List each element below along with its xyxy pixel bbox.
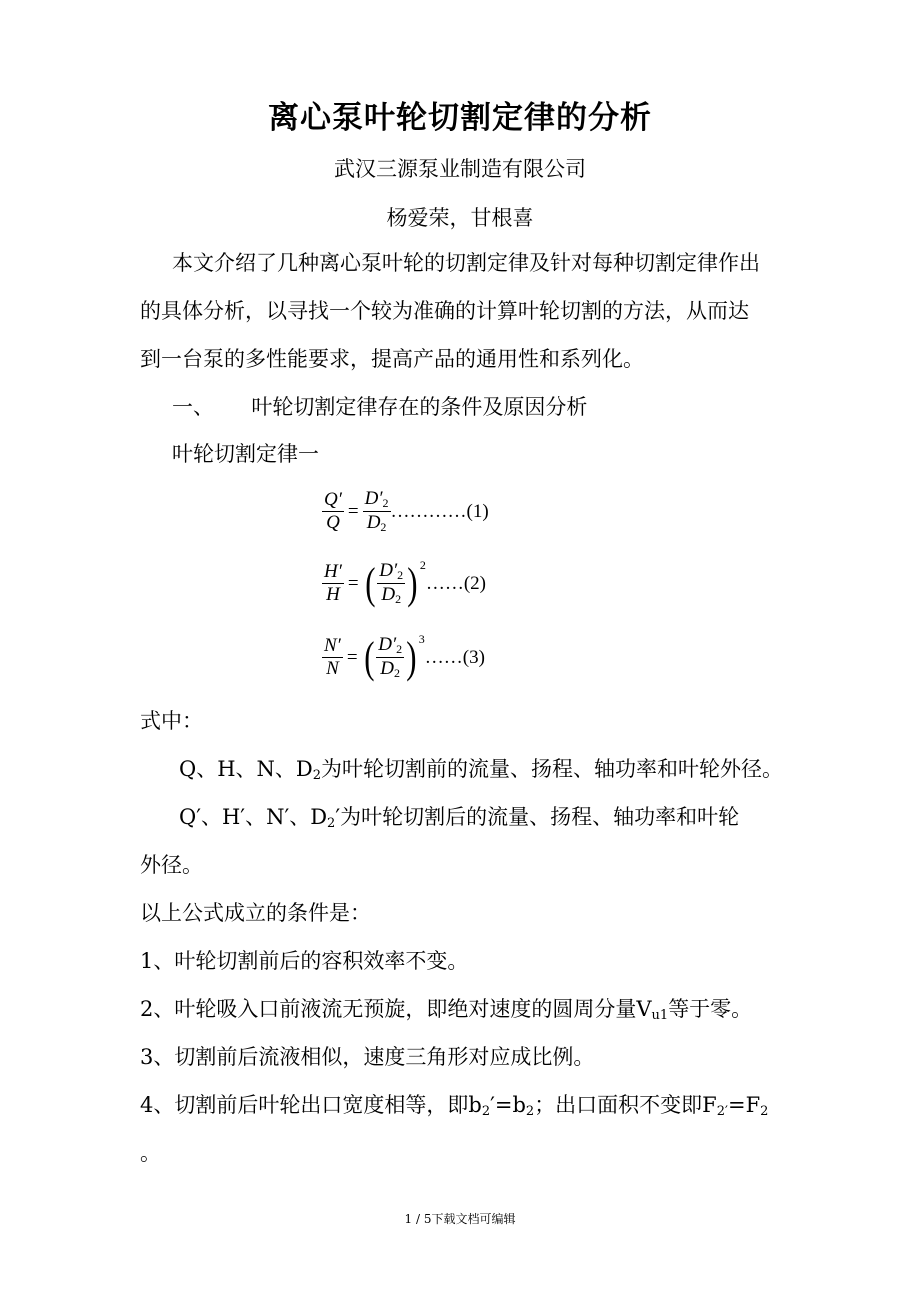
eq2-leader-dots: …… bbox=[425, 572, 464, 594]
definition-after-cut-line-2: 外径。 bbox=[140, 853, 203, 877]
eq1-right-fraction: $\frac{D'2}{D2}$ bbox=[364, 488, 389, 534]
equation-2: $\frac{H'}{H}$ = ( $\frac{D'2}{D2}$ ) 2 …… (2) bbox=[324, 558, 486, 608]
eq1-leader-dots: ………… bbox=[390, 500, 467, 522]
eq2-right-fraction: $\frac{D'2}{D2}$ bbox=[379, 560, 404, 606]
company-name: 武汉三源泵业制造有限公司 bbox=[334, 157, 586, 181]
section-title: 叶轮切割定律存在的条件及原因分析 bbox=[251, 395, 588, 419]
eq3-exponent: 3 bbox=[418, 632, 425, 646]
page-footer: 1 / 5下载文档可编辑 bbox=[404, 1212, 516, 1226]
condition-2: 2、叶轮吸入口前液流无预旋，即绝对速度的圆周分量$V_{u1}$等于零。 bbox=[140, 997, 753, 1023]
eq2-exponent: 2 bbox=[419, 558, 426, 572]
eq3-label: (3) bbox=[462, 646, 485, 668]
definition-before-cut: Q、H、N、$D_2$为叶轮切割前的流量、扬程、轴功率和叶轮外径。 bbox=[179, 757, 784, 783]
equation-1: $\frac{Q'}{Q}$ = $\frac{D'2}{D2}$ ………… (1) bbox=[324, 488, 489, 534]
equation-3: $\frac{N'}{N}$ = ( $\frac{D'2}{D2}$ ) 3 …… (3) bbox=[324, 632, 485, 682]
abstract-line-3: 到一台泵的多性能要求，提高产品的通用性和系列化。 bbox=[140, 347, 644, 371]
condition-4-line-2: 。 bbox=[140, 1141, 161, 1165]
section-number: 一、 bbox=[172, 395, 214, 419]
eq2-label: (2) bbox=[463, 572, 486, 594]
eq3-left-fraction: $\frac{N'}{N}$ bbox=[324, 635, 341, 679]
condition-1: 1、叶轮切割前后的容积效率不变。 bbox=[140, 949, 469, 973]
abstract-line-1: 本文介绍了几种离心泵叶轮的切割定律及针对每种切割定律作出 bbox=[172, 251, 760, 275]
eq2-left-fraction: $\frac{H'}{H}$ bbox=[324, 561, 342, 605]
eq1-label: (1) bbox=[466, 500, 489, 522]
authors: 杨爱荣，甘根喜 bbox=[386, 206, 534, 230]
eq1-left-fraction: $\frac{Q'}{Q}$ bbox=[324, 489, 342, 533]
eq3-leader-dots: …… bbox=[424, 646, 463, 668]
definition-after-cut: Q′、H′、N′、$D_2'$为叶轮切割后的流量、扬程、轴功率和叶轮 bbox=[179, 805, 740, 831]
law-title: 叶轮切割定律一 bbox=[172, 442, 319, 466]
section-heading bbox=[172, 397, 587, 418]
condition-4: 4、切割前后叶轮出口宽度相等，即$b_2'=b_2$；出口面积不变即$F_{2'}=F_2$ bbox=[140, 1093, 769, 1119]
eq3-right-fraction: $\frac{D'2}{D2}$ bbox=[378, 634, 403, 680]
conditions-intro: 以上公式成立的条件是： bbox=[140, 901, 371, 925]
condition-3: 3、切割前后流液相似，速度三角形对应成比例。 bbox=[140, 1045, 595, 1069]
document-title: 离心泵叶轮切割定律的分析 bbox=[268, 100, 652, 136]
abstract-line-2: 的具体分析，以寻找一个较为准确的计算叶轮切割的方法，从而达 bbox=[140, 299, 749, 323]
where-label: 式中： bbox=[140, 709, 203, 733]
